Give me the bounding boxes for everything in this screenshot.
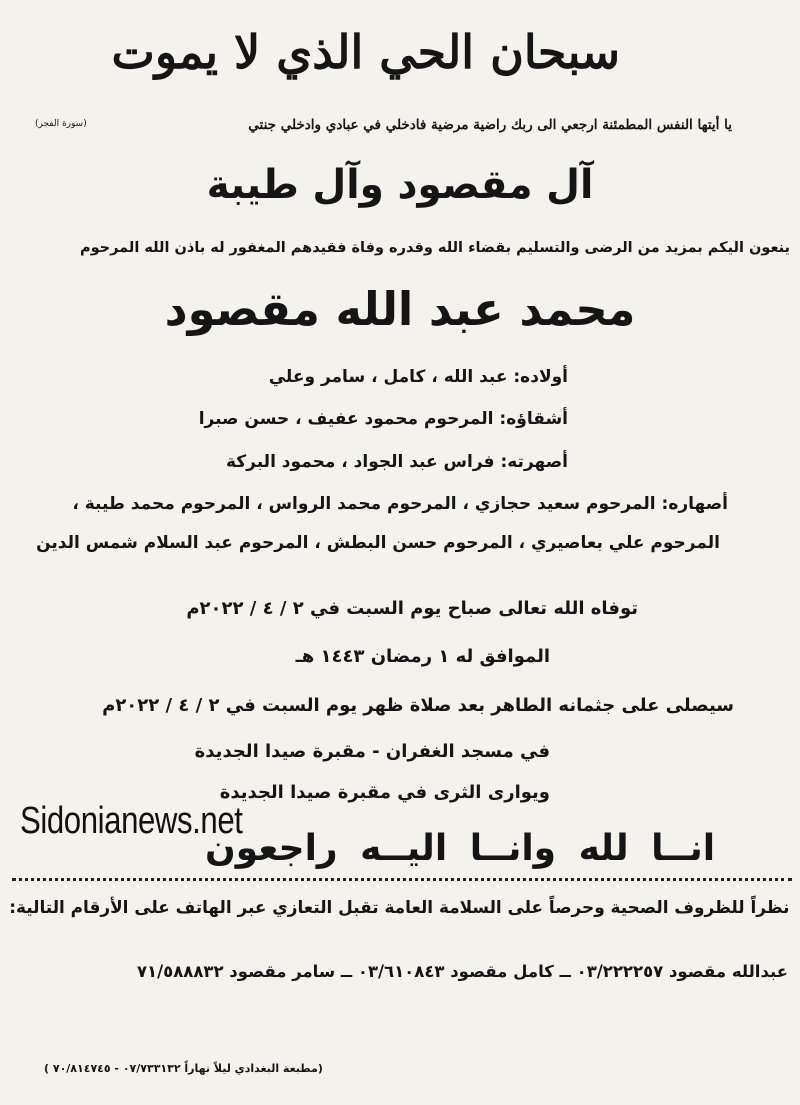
burial-line: ويوارى الثرى في مقبرة صيدا الجديدة: [219, 782, 550, 803]
intro-text: ينعون اليكم بمزيد من الرضى والتسليم بقضاء الله وقدره وفاة فقيدهم المغفور له باذن الله المرحوم: [79, 240, 790, 256]
hijri-date-line: الموافق له ١ رمضان ١٤٤٣ هـ: [295, 646, 550, 667]
families-heading: آل مقصود وآل طيبة: [206, 162, 594, 208]
in-laws-line-1: أصهاره: المرحوم سعيد حجازي ، المرحوم محمد الرواس ، المرحوم محمد طيبة ،: [72, 494, 728, 514]
mosque-line: في مسجد الغفران - مقبرة صيدا الجديدة: [194, 741, 550, 762]
closing-verse: انــا لله وانــا اليــه راجعون: [205, 828, 716, 869]
quran-verse-reference: (سورة الفجر): [35, 119, 87, 129]
header-calligraphy: سبحان الحي الذي لا يموت: [111, 25, 620, 79]
brothers-line: أشقاؤه: المرحوم محمود عفيف ، حسن صبرا: [198, 409, 568, 429]
condolence-phones: عبدالله مقصود ٠٣/٢٢٢٢٥٧ ــ كامل مقصود ٠٣/٦١٠٨٤٣ ــ سامر مقصود ٧١/٥٨٨٨٣٢: [136, 962, 788, 981]
press-credit: (مطبعة البغدادي ليلاً نهاراً ٠٧/٧٣٣١٣٢ - ٧٠/٨١٤٧٤٥ ): [44, 1062, 323, 1075]
sons-line: أولاده: عبد الله ، كامل ، سامر وعلي: [268, 367, 568, 387]
in-laws-line-2: المرحوم علي بعاصيري ، المرحوم حسن البطش ، المرحوم عبد السلام شمس الدين: [36, 533, 720, 553]
sons-in-law-line: أصهرته: فراس عبد الجواد ، محمود البركة: [225, 452, 568, 472]
death-date-line: توفاه الله تعالى صباح يوم السبت في ٢ / ٤ / ٢٠٢٢م: [186, 598, 638, 619]
deceased-name: محمد عبد الله مقصود: [164, 282, 636, 336]
watermark: Sidonianews.net: [20, 800, 243, 842]
condolence-notice: نظراً للظروف الصحية وحرصاً على السلامة العامة تقبل التعازي عبر الهاتف على الأرقام التالية:: [9, 898, 790, 918]
funeral-prayer-line: سيصلى على جثمانه الطاهر بعد صلاة ظهر يوم السبت في ٢ / ٤ / ٢٠٢٢م: [102, 695, 734, 716]
divider: [12, 878, 792, 881]
quran-verse: يا أيتها النفس المطمئنة ارجعي الى ربك راضية مرضية فادخلي في عبادي وادخلي جنتي: [248, 117, 732, 133]
